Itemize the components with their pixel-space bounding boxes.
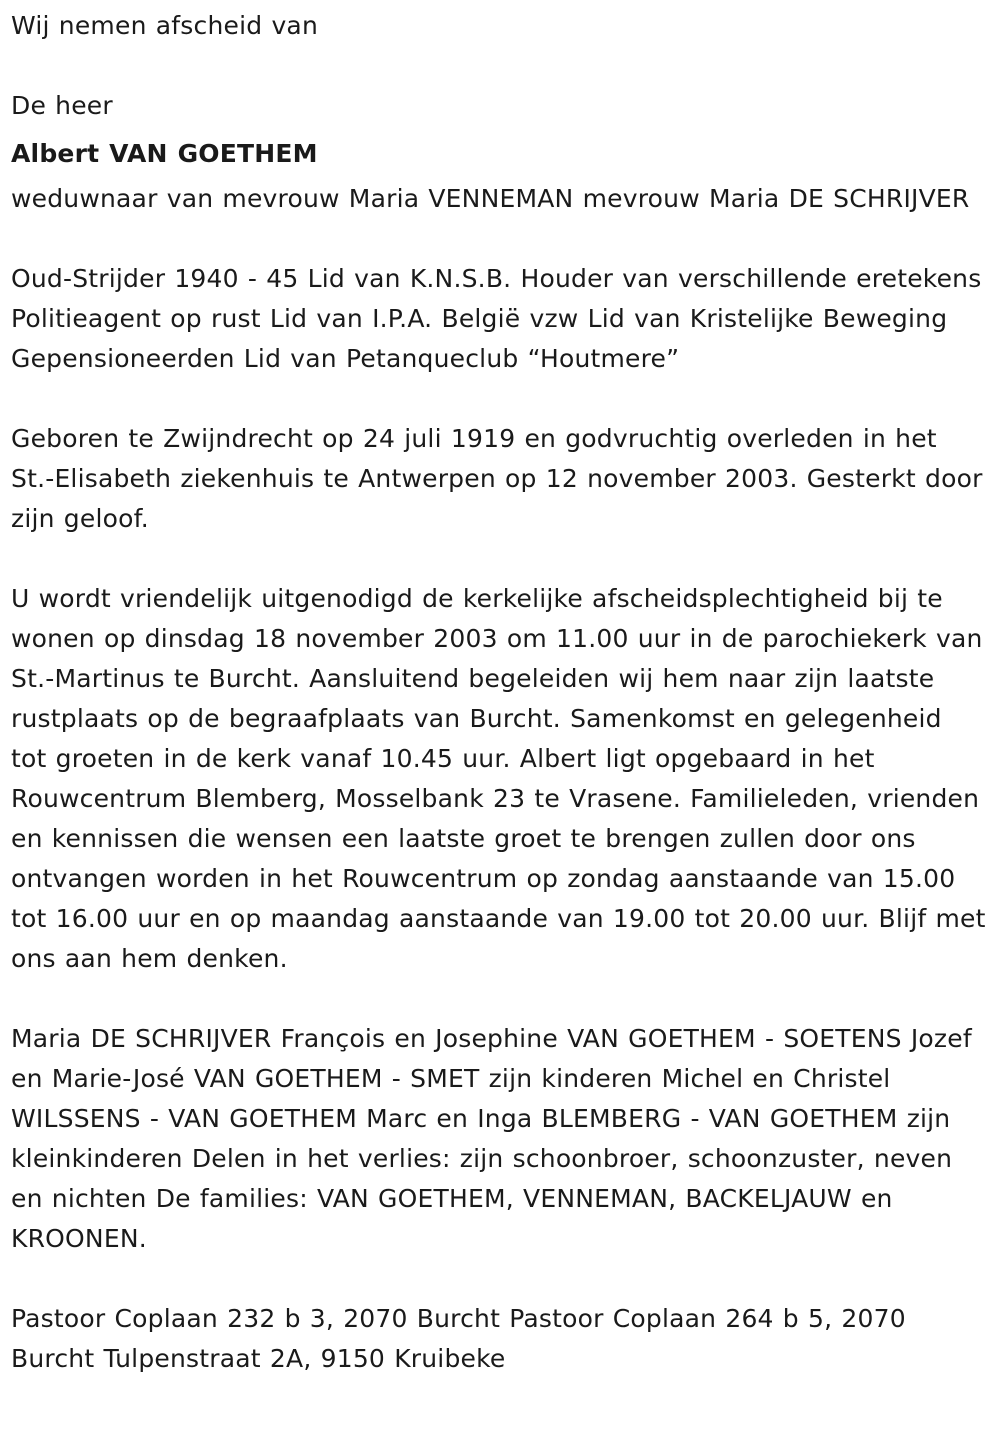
ceremony-paragraph: U wordt vriendelijk uitgenodigd de kerkelijke afscheidsplechtigheid bij te wonen op dinsdag 18 november 2003 om 11.00 uur in de parochiekerk van St.-Martinus te Burcht. Aansluitend begeleiden wij hem naar zijn laatste rustplaats op de begraafplaats van Burcht. Samenkomst en gelegenheid tot groeten in de kerk vanaf 10.45 uur. Albert ligt opgebaard in het Rouwcentrum Blemberg, Mosselbank 23 te Vrasene. Familieleden, vrienden en kennissen die wensen een laatste groet te brengen zullen door ons ontvangen worden in het Rouwcentrum op zondag aanstaande van 15.00 tot 16.00 uur en op maandag aanstaande van 19.00 tot 20.00 uur. Blijf met ons aan hem denken. — [11, 584, 986, 973]
deceased-name: Albert VAN GOETHEM — [11, 139, 318, 168]
addresses-paragraph: Pastoor Coplaan 232 b 3, 2070 Burcht Pastoor Coplaan 264 b 5, 2070 Burcht Tulpenstraat 2A, 9150 Kruibeke — [11, 1304, 906, 1373]
family-paragraph: Maria DE SCHRIJVER François en Josephine VAN GOETHEM - SOETENS Jozef en Marie-José VAN GOETHEM - SMET zijn kinderen Michel en Christel WILSSENS - VAN GOETHEM Marc en Inga BLEMBERG - VAN GOETHEM zijn kleinkinderen Delen in het verlies: zijn schoonbroer, schoonzuster, neven en nichten De families: VAN GOETHEM, VENNEMAN, BACKELJAUW en KROONEN. — [11, 1024, 972, 1253]
obituary-notice — [11, 0, 986, 1379]
honorific-title: De heer — [11, 91, 113, 120]
widower-text: weduwnaar van mevrouw Maria VENNEMAN mevrouw Maria DE SCHRIJVER — [11, 184, 970, 213]
birth-death-paragraph: Geboren te Zwijndrecht op 24 juli 1919 en godvruchtig overleden in het St.-Elisabeth ziekenhuis te Antwerpen op 12 november 2003. Gesterkt door zijn geloof. — [11, 424, 983, 533]
intro-text: Wij nemen afscheid van — [11, 11, 318, 40]
affiliations-paragraph: Oud-Strijder 1940 - 45 Lid van K.N.S.B. Houder van verschillende eretekens Politieagent op rust Lid van I.P.A. België vzw Lid van Kristelijke Beweging Gepensioneerden Lid van Petanqueclub “Houtmere” — [11, 264, 982, 373]
